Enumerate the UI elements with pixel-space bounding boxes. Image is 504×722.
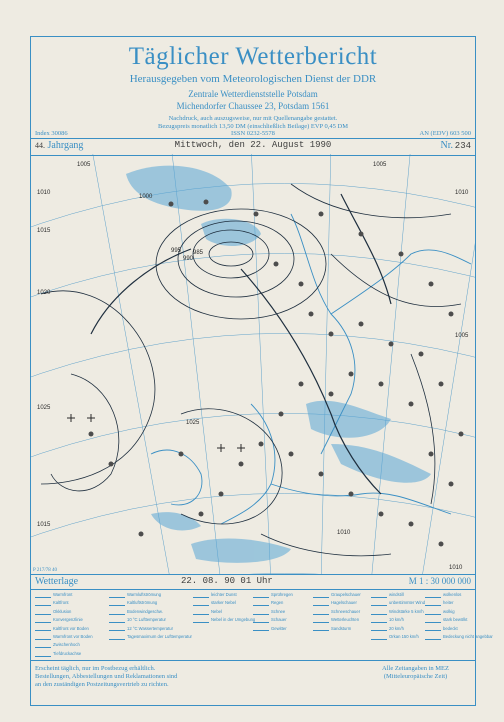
legend-symbol-icon	[35, 634, 51, 640]
footer-right-line-1: Alle Zeitangaben in MEZ	[382, 665, 449, 672]
legend-label: Okklusion	[53, 608, 72, 614]
legend-symbol-icon	[253, 609, 269, 615]
legend-item	[35, 633, 93, 641]
legend-symbol-icon	[253, 617, 269, 623]
legend-symbol-icon	[425, 625, 441, 631]
legend-label: wolkig	[443, 608, 455, 614]
legend-item	[109, 616, 192, 624]
legend-item	[371, 633, 425, 641]
legend-label: Warmfront	[53, 592, 73, 597]
legend-label: windstill	[389, 592, 404, 597]
map-scale: M 1 : 30 000 000	[408, 576, 471, 586]
legend-item	[253, 608, 293, 616]
legend-label: Sandsturm	[331, 625, 352, 631]
pressure-label: 1025	[186, 420, 200, 426]
legend-item	[35, 599, 93, 607]
legend-label: Hagelschauer	[331, 600, 357, 606]
legend-label: Regen	[271, 600, 284, 606]
legend-symbol-icon	[109, 609, 125, 615]
legend-item	[425, 633, 493, 641]
legend-fronts	[35, 591, 93, 658]
legend-symbol-icon	[35, 592, 51, 598]
legend-label: 20 km/h	[389, 625, 404, 631]
legend-symbol-icon	[35, 651, 51, 657]
legend-label: 12 °C Wassertemperatur	[127, 625, 173, 631]
issue-nr-label: Nr.	[440, 140, 453, 151]
footer-right-line-2: (Mitteleuropäische Zeit)	[383, 673, 448, 680]
legend-symbol-icon	[109, 617, 125, 623]
legend-label: Sprühregen	[271, 592, 293, 597]
legend-symbol-icon	[35, 625, 51, 631]
legend-label: Schneeschauer	[331, 608, 361, 614]
legend-symbol-icon	[313, 592, 329, 598]
index-number: Index 30086	[35, 130, 68, 137]
weather-report-sheet	[30, 36, 493, 706]
pressure-label: 1015	[37, 228, 51, 234]
legend-cloud-cover	[425, 591, 493, 641]
legend-label: Warmfront vor Boden	[53, 633, 93, 639]
time-note	[382, 665, 449, 681]
legend-symbol-icon	[35, 617, 51, 623]
legend-symbol-icon	[425, 609, 441, 615]
legend-symbol-icon	[371, 609, 387, 615]
legend-item	[35, 608, 93, 616]
legend-item	[35, 650, 93, 658]
report-title: Täglicher Wetterbericht	[128, 43, 378, 70]
legend-label: Bedeckung nicht angebbar	[443, 633, 493, 639]
jahrgang-number: 44.	[35, 141, 45, 150]
legend-symbol-icon	[371, 617, 387, 623]
pressure-label: 1010	[337, 530, 351, 536]
legend-label: Warmluftströmung	[127, 592, 162, 597]
legend-symbol-icon	[193, 600, 209, 606]
legend-item	[109, 633, 192, 641]
legend-symbol-icon	[425, 600, 441, 606]
legend-item	[35, 591, 93, 599]
address: Michendorfer Chaussee 23, Potsdam 1561	[176, 101, 330, 111]
highs-lows	[67, 414, 245, 452]
legend-label: Orkan 150 km/h	[389, 633, 419, 639]
pressure-label-group	[37, 162, 469, 571]
issue-nr-value: 234	[454, 141, 471, 151]
stations	[89, 200, 464, 547]
pressure-label: 1010	[37, 190, 51, 196]
legend-symbol-icon	[425, 592, 441, 598]
legend-item	[35, 625, 93, 633]
legend-symbol-icon	[425, 617, 441, 623]
legend-symbol-icon	[253, 592, 269, 598]
legend-item	[371, 625, 425, 633]
wetterlage-date	[181, 576, 273, 586]
note-line-2: Bezugspreis monatlich 13,50 DM (einschließlich Beilage) EVP 0,45 DM	[157, 123, 349, 130]
legend-symbol-icon	[35, 609, 51, 615]
legend-item	[313, 591, 361, 599]
legend-item	[313, 616, 361, 624]
legend-label: Nebel in der Umgebung	[211, 617, 256, 623]
weather-map	[31, 154, 475, 574]
legend-symbol-icon	[371, 625, 387, 631]
wetterlage-date-value: 22. 08. 90	[181, 576, 236, 586]
issue-date: Mittwoch, den 22. August 1990	[174, 140, 332, 150]
legend-symbol-icon	[109, 634, 125, 640]
legend-label: leichter Dunst	[211, 592, 237, 597]
legend-item	[193, 616, 255, 624]
legend-symbol-icon	[193, 609, 209, 615]
an-number: AN (EDV) 603 500	[419, 130, 471, 137]
footer-left-line-1: Erscheint täglich, nur im Postbezug erhältlich.	[35, 665, 156, 672]
legend-airflows	[109, 591, 192, 641]
legend-symbol-icon	[253, 625, 269, 631]
legend-item	[425, 608, 493, 616]
legend-visibility	[193, 591, 255, 625]
legend-symbol-icon	[371, 634, 387, 640]
legend-symbol-icon	[193, 592, 209, 598]
legend-item	[109, 599, 192, 607]
legend-item	[253, 625, 293, 633]
legend-wind	[371, 591, 425, 641]
pressure-label: 1005	[77, 162, 91, 168]
legend-symbol-icon	[371, 592, 387, 598]
sea-shading	[126, 166, 431, 563]
note-line-1: Nachdruck, auch auszugsweise, nur mit Quellenangabe gestattet.	[168, 115, 338, 122]
legend-symbol-icon	[193, 617, 209, 623]
legend-symbol-icon	[35, 642, 51, 648]
legend-showers	[313, 591, 361, 633]
issn: ISSN 0232-5578	[231, 130, 275, 137]
legend-item	[193, 599, 255, 607]
legend-label: Schnee	[271, 608, 286, 614]
legend-symbol-icon	[313, 600, 329, 606]
legend-label: Windstärke 5 km/h	[389, 608, 424, 614]
legend-item	[425, 625, 493, 633]
legend-label: Tiefdruckachse	[53, 650, 82, 656]
graticule	[31, 154, 475, 574]
legend-symbol-icon	[35, 600, 51, 606]
legend-symbol-icon	[425, 634, 441, 640]
legend-label: 10 °C Lufttemperatur	[127, 617, 166, 623]
legend-symbol-icon	[109, 600, 125, 606]
legend-symbol-icon	[371, 600, 387, 606]
legend-item	[371, 591, 425, 599]
pressure-label: 1025	[37, 405, 51, 411]
legend-label: Konvergenzlinie	[53, 617, 83, 623]
legend-label: Nebel	[211, 608, 222, 614]
office: Zentrale Wetterdienststelle Potsdam	[188, 89, 318, 99]
legend-item	[425, 591, 493, 599]
legend-label: Graupelschauer	[331, 592, 361, 597]
map-legend	[31, 588, 493, 661]
legend-item	[109, 608, 192, 616]
legend-item	[425, 616, 493, 624]
legend-item	[425, 599, 493, 607]
legend-symbol-icon	[109, 592, 125, 598]
legend-label: Kaltfront vor Boden	[53, 625, 89, 631]
jahrgang-label: Jahrgang	[47, 140, 84, 151]
pressure-label: 990	[183, 256, 194, 262]
legend-item	[253, 599, 293, 607]
legend-item	[35, 641, 93, 649]
publisher: Herausgegeben vom Meteorologischen Dienst der DDR	[129, 73, 377, 85]
legend-item	[371, 608, 425, 616]
legend-item	[193, 608, 255, 616]
pressure-label: 1010	[449, 565, 463, 571]
subscription-note	[35, 665, 177, 689]
legend-symbol-icon	[253, 600, 269, 606]
pressure-label: 995	[171, 248, 182, 254]
legend-label: Zwischenhoch	[53, 642, 80, 648]
legend-item	[253, 616, 293, 624]
legend-label: Wetterleuchten	[331, 617, 360, 623]
legend-item	[371, 599, 425, 607]
legend-item	[371, 616, 425, 624]
legend-item	[313, 599, 361, 607]
legend-item	[253, 591, 293, 599]
pressure-label: 985	[193, 250, 204, 256]
pressure-label: 1000	[139, 194, 153, 200]
legend-label: heiter	[443, 600, 454, 606]
legend-label: unbestimmter Wind	[389, 600, 426, 606]
legend-label: bedeckt	[443, 625, 458, 631]
legend-label: Gewitter	[271, 625, 287, 631]
legend-symbol-icon	[109, 625, 125, 631]
legend-item	[109, 591, 192, 599]
legend-item	[193, 591, 255, 599]
legend-label: stark bewölkt	[443, 617, 468, 623]
legend-label: Schauer	[271, 617, 287, 623]
price-note	[31, 115, 475, 131]
legend-label: Bodenwindgeschw.	[127, 608, 163, 614]
pressure-label: 1020	[37, 290, 51, 296]
pressure-label: 1015	[37, 522, 51, 528]
wetterlage-title: Wetterlage	[35, 576, 79, 587]
legend-label: Kaltfront	[53, 600, 69, 606]
footer-left-line-3: an den zuständigen Postzeitungsvertrieb zu richten.	[35, 681, 169, 688]
legend-item	[313, 608, 361, 616]
legend-symbol-icon	[313, 625, 329, 631]
weather-map-drawing	[31, 154, 475, 574]
wetterlage-time: 01 Uhr	[240, 576, 273, 586]
legend-label: Tagesmaximum der Lufttemperatur	[127, 633, 192, 639]
legend-item	[35, 616, 93, 624]
legend-label: wolkenlos	[443, 592, 462, 597]
legend-symbol-icon	[313, 617, 329, 623]
legend-label: starker Nebel	[211, 600, 236, 606]
footer-left-line-2: Bestellungen, Abbestellungen und Reklamationen sind	[35, 673, 178, 680]
pressure-label: 1005	[455, 333, 469, 339]
legend-item	[313, 625, 361, 633]
pressure-label: 1010	[455, 190, 469, 196]
pressure-label: 1005	[373, 162, 387, 168]
legend-item	[109, 625, 192, 633]
legend-label: 10 km/h	[389, 617, 404, 623]
legend-symbol-icon	[313, 609, 329, 615]
legend-label: Kaltluftströmung	[127, 600, 158, 606]
legend-precipitation	[253, 591, 293, 633]
map-stamp: P 217/78 40	[33, 568, 57, 573]
